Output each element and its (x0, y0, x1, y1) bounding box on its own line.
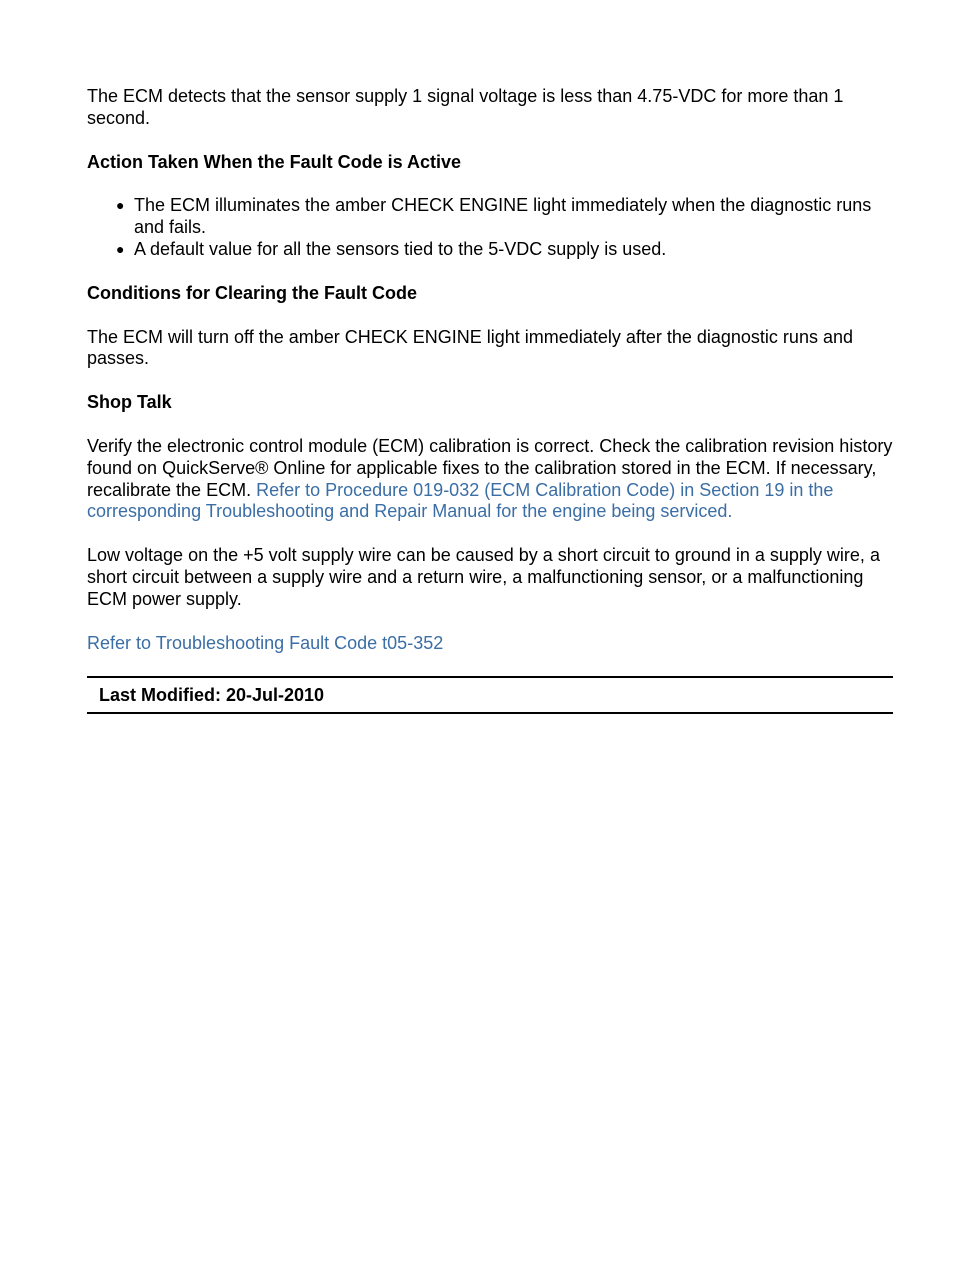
procedure-link[interactable]: Refer to Procedure 019-032 (ECM Calibration Code) in Section 19 in the corresponding Troubleshooting and Repair Manual for the engine being serviced. (87, 479, 834, 522)
intro-paragraph: The ECM detects that the sensor supply 1 signal voltage is less than 4.75-VDC for more than 1 second. (87, 86, 844, 128)
bullet-text: The ECM illuminates the amber CHECK ENGINE light immediately when the diagnostic runs and fails. (134, 195, 872, 238)
fault-code-link[interactable]: Refer to Troubleshooting Fault Code t05-352 (87, 632, 444, 653)
footer-bottom-rule (87, 712, 893, 714)
refer-paragraph (87, 633, 893, 655)
shop-talk-heading: Shop Talk (87, 392, 172, 413)
clearing-heading: Conditions for Clearing the Fault Code (87, 282, 417, 303)
bullet-icon: ● (116, 197, 125, 214)
shop-talk-text: Verify the electronic control module (ECM) calibration is correct. Check the calibration revision history found on QuickServe® Online for applicable fixes to the calibration stored in the ECM. If necessary, recalibrate the ECM. (87, 435, 893, 500)
list-item (116, 238, 893, 261)
low-voltage-paragraph: Low voltage on the +5 volt supply wire can be caused by a short circuit to ground in a supply wire, a short circuit between a supply wire and a return wire, a malfunctioning sensor, or a malfunctioning ECM power supply. (87, 545, 880, 609)
action-bullet-list (87, 195, 893, 260)
list-item (116, 195, 893, 239)
action-heading: Action Taken When the Fault Code is Active (87, 151, 462, 172)
bullet-icon: ● (116, 240, 125, 257)
bullet-text: A default value for all the sensors tied to the 5-VDC supply is used. (134, 238, 667, 259)
document-page (87, 86, 893, 714)
clearing-paragraph: The ECM will turn off the amber CHECK ENGINE light immediately after the diagnostic runs and passes. (87, 326, 853, 369)
last-modified: Last Modified: 20-Jul-2010 (99, 685, 325, 706)
shop-talk-paragraph (87, 436, 893, 523)
